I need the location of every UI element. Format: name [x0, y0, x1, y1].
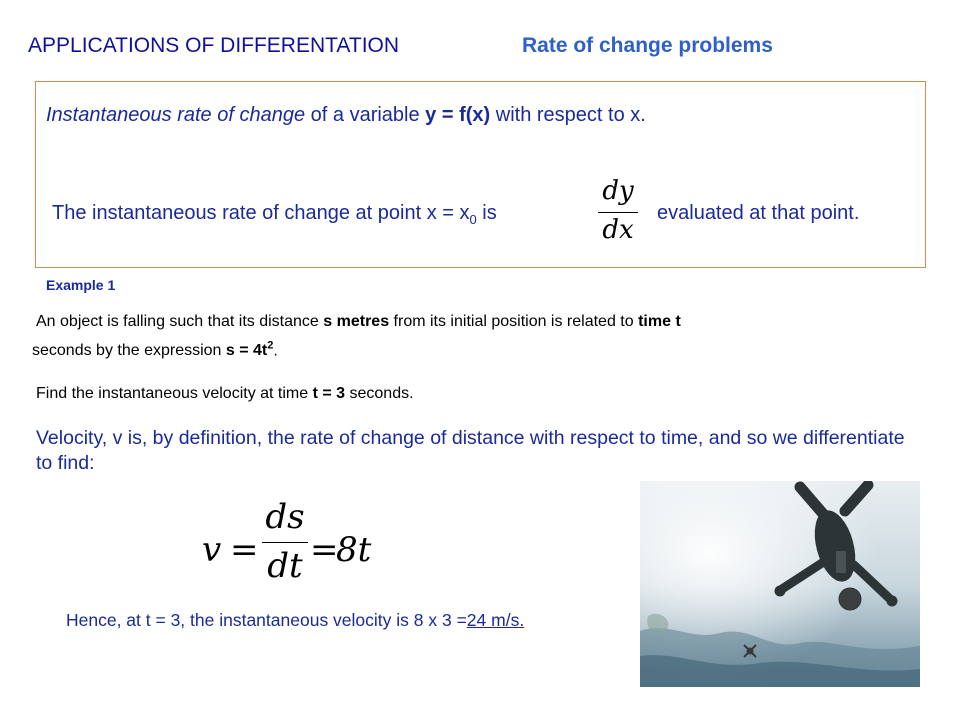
example-statement: [32, 310, 916, 363]
skydiver-photo: [640, 481, 920, 687]
example-text: from its initial position is related to: [389, 313, 639, 330]
velocity-explanation: Velocity, v is, by definition, the rate of change of distance with respect to time, and so we differentiate to find:: [36, 427, 905, 474]
fraction-numerator: ds: [265, 497, 305, 537]
question-text: seconds.: [345, 385, 414, 402]
definition-text: of a variable: [305, 104, 426, 126]
equation-rhs: 8t: [336, 530, 372, 570]
example-question: [36, 385, 414, 403]
rate-text: The instantaneous rate of change at point x = x: [52, 202, 470, 224]
fraction-denominator: dt: [267, 546, 303, 586]
definition-term: Instantaneous rate of change: [46, 104, 306, 126]
evaluated-text: evaluated at that point.: [657, 202, 860, 224]
question-text: Find the instantaneous velocity at time: [36, 385, 313, 402]
equals-sign: =: [230, 530, 259, 570]
fraction-numerator: dy: [602, 176, 634, 206]
superscript: 2: [267, 340, 274, 352]
example-text: .: [273, 342, 278, 360]
derivative-fraction-dsdt: [262, 497, 308, 586]
subscript: 0: [469, 212, 477, 227]
fraction-denominator: dx: [602, 215, 634, 245]
definition-text: with respect to x.: [490, 104, 646, 126]
equals-sign: =: [310, 530, 339, 570]
function-expression: y = f(x): [425, 104, 491, 126]
example-text: An object is falling such that its distance: [36, 313, 324, 330]
conclusion-text: Hence, at t = 3, the instantaneous velocity is 8 x 3 =: [66, 610, 467, 630]
page-subtitle: Rate of change problems: [522, 34, 773, 57]
example-expression: [226, 342, 273, 359]
conclusion: [66, 610, 524, 631]
definition-line: [46, 104, 646, 127]
question-bold: t = 3: [312, 385, 346, 402]
example-text: seconds by the expression: [32, 342, 226, 360]
fraction-bar: [262, 542, 308, 543]
derivative-fraction-dydx: [598, 178, 638, 243]
example-heading: Example 1: [46, 277, 116, 293]
instantaneous-rate-text: [52, 202, 497, 227]
page-title: APPLICATIONS OF DIFFERENTATION: [28, 34, 400, 57]
answer: 24 m/s.: [466, 610, 525, 630]
equation-lhs: v: [202, 530, 222, 570]
rate-text-is: is: [476, 202, 497, 224]
example-bold: s metres: [323, 313, 390, 330]
fraction-bar: [598, 212, 638, 213]
expression-text: s = 4t: [225, 342, 268, 360]
example-bold: time t: [638, 313, 681, 330]
velocity-equation: [202, 497, 382, 590]
